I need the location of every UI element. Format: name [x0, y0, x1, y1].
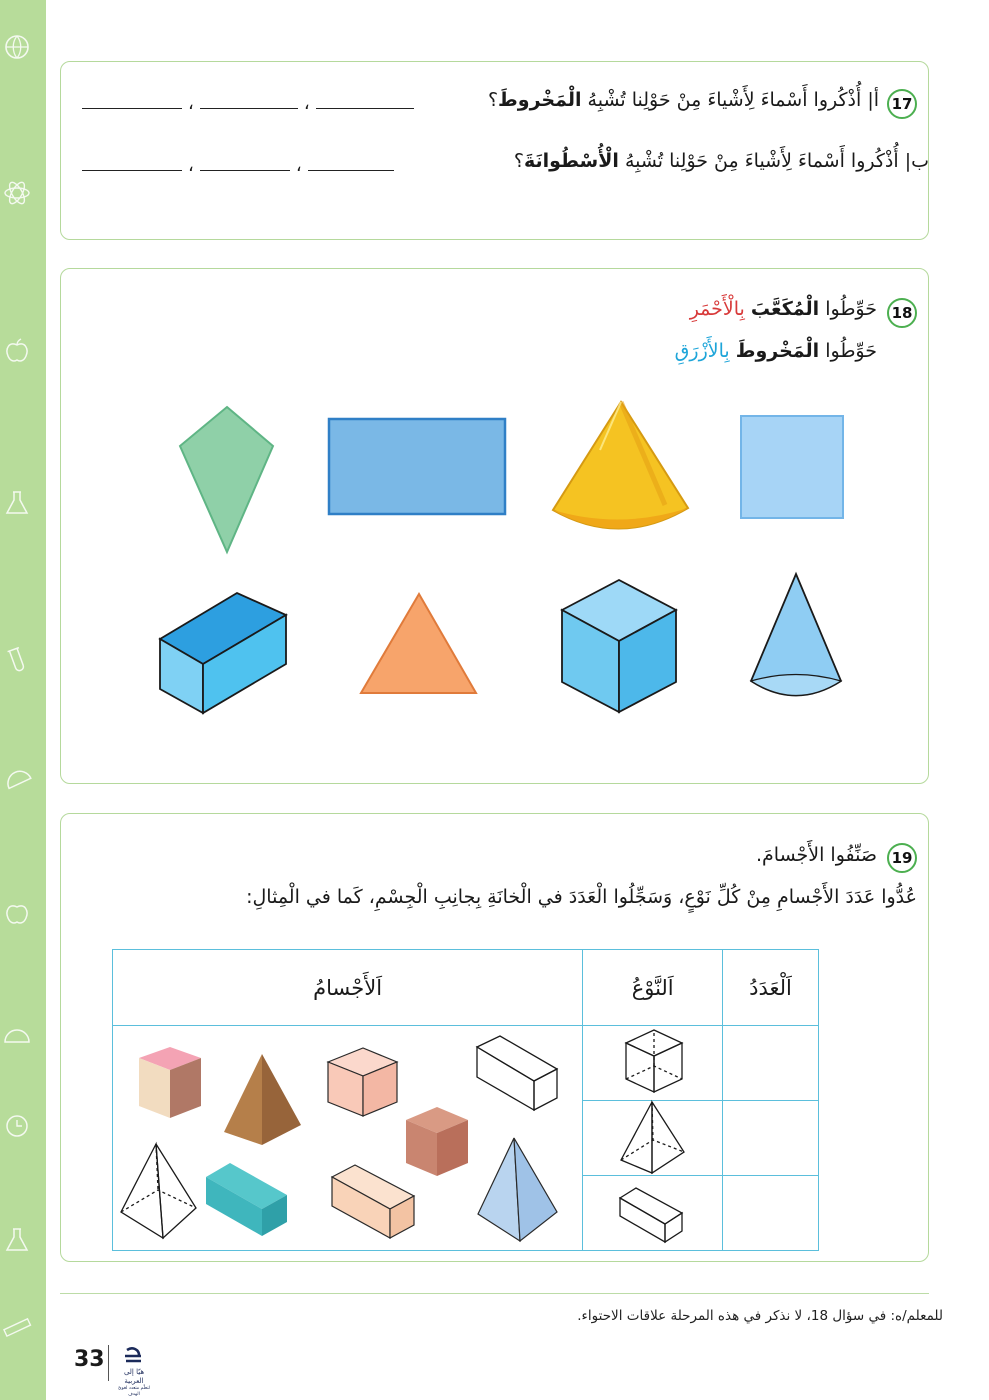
logo-subtitle: لتعلّم متعدد لغويّ الهدف — [118, 1386, 150, 1397]
q18-red-word: بِالْأَحْمَرِ — [689, 298, 745, 320]
rectangle-shape[interactable] — [329, 419, 505, 514]
q17a-text: أُذْكُروا أَسْماءَ لِأَشْياءَ مِنْ حَوْلِنا تُشْبِهُ — [587, 89, 862, 111]
count-cell-pyramid[interactable] — [723, 1101, 819, 1176]
type-cell-pyramid — [583, 1101, 723, 1176]
q17a-end: ؟ — [487, 89, 499, 111]
q17b-prefix: ب| — [904, 150, 929, 172]
separator: ، — [295, 155, 302, 176]
q17b-end: ؟ — [513, 150, 524, 172]
square-shape[interactable] — [741, 416, 843, 518]
rectangular-prism-shape[interactable] — [160, 593, 286, 713]
question-19-title: صَنِّفُوا الأَجْسامَ. — [755, 844, 877, 866]
question-17-number: 17 — [887, 89, 917, 119]
triangle-shape[interactable] — [361, 594, 476, 693]
type-cell-cube — [583, 1026, 723, 1101]
logo-separator — [108, 1345, 109, 1381]
type-header: اَلنَّوْعُ — [583, 950, 723, 1026]
separator: ، — [188, 93, 194, 114]
q18-cube-word: الْمُكَعَّبَ — [750, 298, 820, 320]
q18-blue-word: بِالأَزْرَقِ — [674, 340, 730, 362]
question-18-number: 18 — [887, 298, 917, 328]
separator: ، — [188, 155, 194, 176]
kite-shape[interactable] — [180, 407, 273, 552]
q17b-bold: الْأُسْطُوانَةَ — [523, 150, 619, 172]
q18-verb2: حَوِّطُوا — [825, 340, 877, 362]
question-19-instruction: عُدُّوا عَدَدَ الأَجْسامِ مِنْ كُلِّ نَوْعٍ، وَسَجِّلُوا الْعَدَدَ في الْخانَةِ بِجانِبِ الْجِسْمِ، كَما في الْمِثالِ: — [246, 886, 917, 908]
type-cell-prism — [583, 1176, 723, 1251]
cube-shape[interactable] — [562, 580, 676, 712]
footer-divider — [60, 1293, 929, 1294]
bodies-header: اَلأَجْسامُ — [113, 950, 583, 1026]
q18-verb1: حَوِّطُوا — [825, 298, 877, 320]
q17a-prefix: أ| — [867, 89, 879, 111]
logo-mark-icon — [122, 1344, 146, 1364]
count-cell-prism[interactable] — [723, 1176, 819, 1251]
q17b-text: أُذْكُروا أَسْماءَ لِأَشْياءَ مِنْ حَوْلِنا تُشْبِهُ — [624, 150, 899, 172]
count-header: اَلْعَدَدُ — [723, 950, 819, 1026]
logo-title: هيّا إلى العربية — [123, 1368, 145, 1385]
q17a-bold: الْمَخْروطَ — [498, 89, 582, 111]
publisher-logo — [114, 1344, 154, 1398]
q18-cone-word: الْمَخْروطَ — [735, 340, 820, 362]
page-number: 33 — [74, 1347, 105, 1372]
teacher-note: للمعلم/ه: في سؤال 18، لا نذكر في هذه المرحلة علاقات الاحتواء. — [577, 1308, 943, 1324]
question-19-number: 19 — [887, 843, 917, 873]
separator: ، — [303, 93, 310, 114]
cone-object-shape[interactable] — [553, 402, 688, 529]
classification-table — [112, 949, 819, 1251]
cone-shape[interactable] — [751, 574, 841, 696]
count-cell-cube[interactable] — [723, 1026, 819, 1101]
bodies-cell — [113, 1026, 583, 1251]
